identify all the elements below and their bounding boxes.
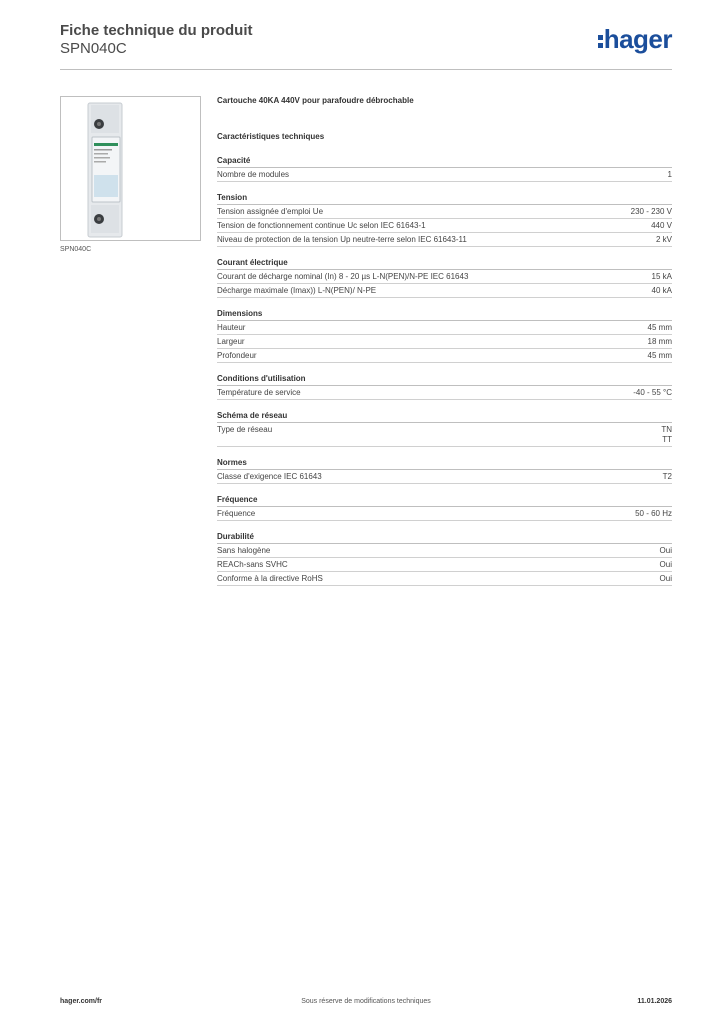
spec-label: Fréquence [217, 509, 256, 518]
section-title: Courant électrique [217, 257, 672, 270]
section-title: Durabilité [217, 531, 672, 544]
spec-value: 18 mm [647, 337, 672, 346]
spec-row [217, 284, 672, 298]
spec-label: Température de service [217, 388, 301, 397]
spec-label: Classe d'exigence IEC 61643 [217, 472, 322, 481]
section-title: Capacité [217, 155, 672, 168]
spec-label: Courant de décharge nominal (In) 8 - 20 µs L-N(PEN)/N-PE IEC 61643 [217, 272, 469, 281]
product-reference: SPN040C [60, 40, 127, 57]
section-tension [217, 192, 672, 247]
spec-row [217, 423, 672, 447]
spec-value-multi [661, 425, 672, 445]
spec-label: Largeur [217, 337, 245, 346]
spec-value: 50 - 60 Hz [635, 509, 672, 518]
spec-row [217, 544, 672, 558]
product-description: Cartouche 40KA 440V pour parafoudre débrochable [217, 96, 414, 105]
section-normes [217, 457, 672, 484]
spec-row [217, 558, 672, 572]
section-dimensions [217, 308, 672, 363]
spec-row [217, 349, 672, 363]
spec-label: REACh-sans SVHC [217, 560, 288, 569]
spec-label: Sans halogène [217, 546, 271, 555]
spec-row [217, 386, 672, 400]
spec-value: 2 kV [655, 235, 672, 244]
hager-logo [598, 24, 672, 55]
spec-value: 40 kA [651, 286, 672, 295]
section-title: Normes [217, 457, 672, 470]
logo-text: hager [603, 24, 672, 54]
spec-value: 1 [667, 170, 672, 179]
tech-characteristics-title: Caractéristiques techniques [217, 132, 325, 141]
section-conditions [217, 373, 672, 400]
spec-label: Niveau de protection de la tension Up neutre-terre selon IEC 61643-11 [217, 235, 467, 244]
spec-value: Oui [659, 560, 672, 569]
spec-label: Hauteur [217, 323, 246, 332]
section-title: Conditions d'utilisation [217, 373, 672, 386]
spec-value: T2 [662, 472, 672, 481]
section-capacite [217, 155, 672, 182]
spec-row [217, 572, 672, 586]
spec-label: Profondeur [217, 351, 257, 360]
spec-row [217, 233, 672, 247]
spec-row [217, 168, 672, 182]
spec-label: Tension de fonctionnement continue Uc selon IEC 61643-1 [217, 221, 426, 230]
section-title: Tension [217, 192, 672, 205]
spec-label: Décharge maximale (Imax)) L-N(PEN)/ N-PE [217, 286, 377, 295]
spec-value: 15 kA [651, 272, 672, 281]
spec-value: 45 mm [647, 351, 672, 360]
spec-row [217, 270, 672, 284]
section-title: Fréquence [217, 494, 672, 507]
footer-date: 11.01.2026 [637, 998, 672, 1005]
spec-label: Conforme à la directive RoHS [217, 574, 323, 583]
logo-dots-icon [598, 32, 603, 51]
spec-row [217, 219, 672, 233]
section-schema-reseau [217, 410, 672, 447]
spec-label: Type de réseau [217, 425, 273, 434]
spec-row [217, 205, 672, 219]
section-title: Schéma de réseau [217, 410, 672, 423]
spec-value: Oui [659, 574, 672, 583]
spec-value: 440 V [651, 221, 672, 230]
spec-row [217, 507, 672, 521]
product-image-caption: SPN040C [60, 246, 92, 253]
page-header [60, 20, 672, 70]
spec-row [217, 335, 672, 349]
spec-content [217, 96, 672, 596]
footer-website-link[interactable]: hager.com/fr [60, 998, 103, 1005]
spec-value: 230 - 230 V [630, 207, 672, 216]
spec-label: Tension assignée d'emploi Ue [217, 207, 324, 216]
spec-value: 45 mm [647, 323, 672, 332]
section-frequence [217, 494, 672, 521]
spec-value: TN [661, 425, 672, 434]
spec-row [217, 470, 672, 484]
product-image [61, 97, 200, 240]
section-title: Dimensions [217, 308, 672, 321]
section-courant [217, 257, 672, 298]
spec-value: -40 - 55 °C [633, 388, 672, 397]
spec-value: Oui [659, 546, 672, 555]
spec-value: TT [662, 435, 672, 444]
spec-label: Nombre de modules [217, 170, 290, 179]
page-title: Fiche technique du produit [60, 22, 253, 39]
section-durabilite [217, 531, 672, 586]
product-image-frame [60, 96, 201, 241]
footer-notice: Sous réserve de modifications techniques [301, 998, 431, 1005]
spec-row [217, 321, 672, 335]
